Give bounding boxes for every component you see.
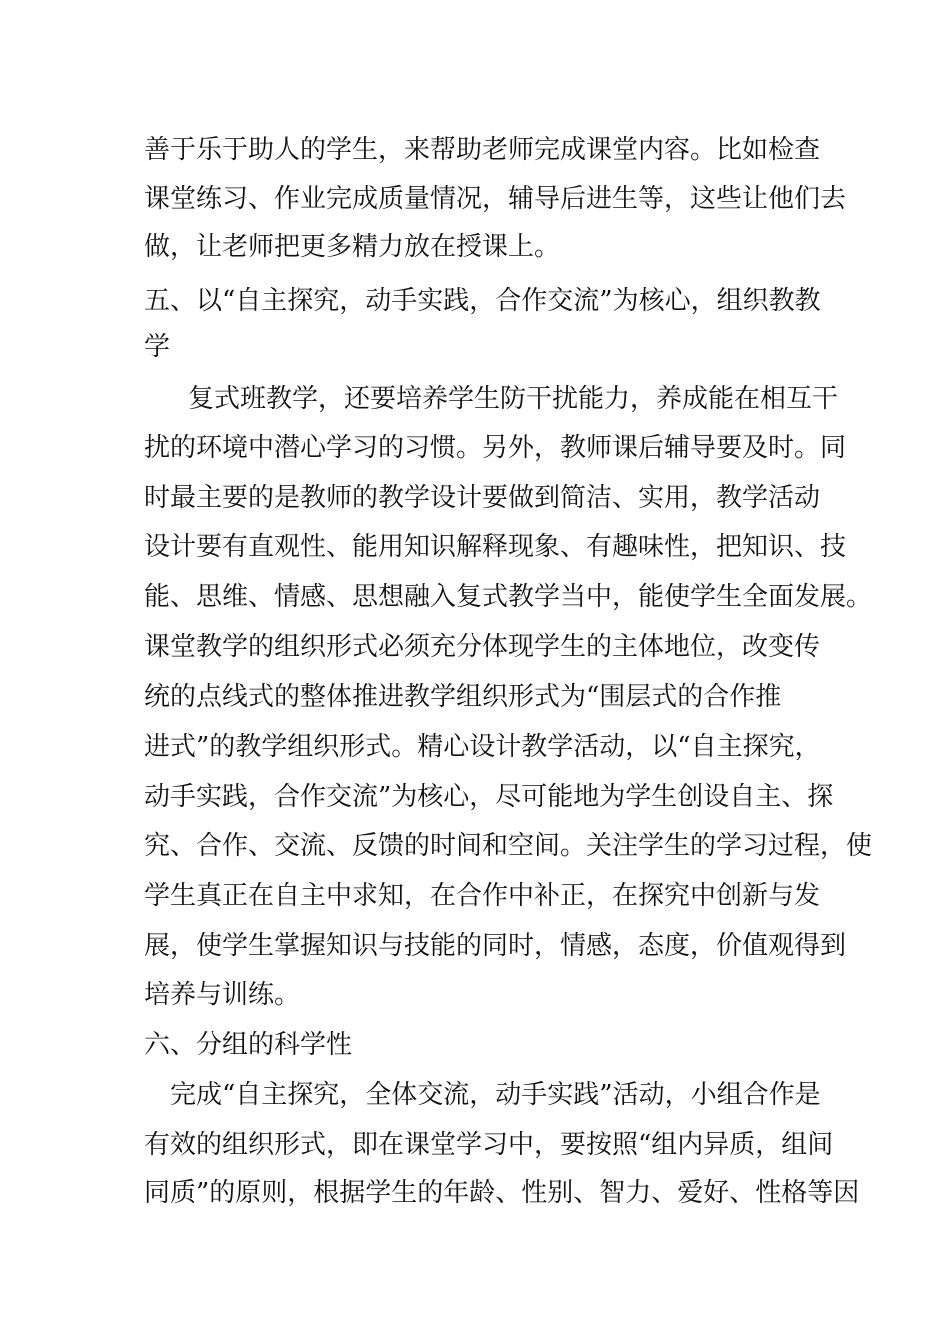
text-line: 学生真正在自主中求知，在合作中补正，在探究中创新与发 <box>144 881 821 911</box>
text-line: 做，让老师把更多精力放在授课上。 <box>144 232 561 262</box>
text-line: 设计要有直观性、能用知识解释现象、有趣味性，把知识、技 <box>144 532 847 562</box>
text-line: 能、思维、情感、思想融入复式教学当中，能使学生全面发展。 <box>144 582 873 612</box>
text-line: 有效的组织形式，即在课堂学习中，要按照“组内异质，组间 <box>144 1130 834 1160</box>
section-heading: 六、分组的科学性 <box>144 1030 353 1060</box>
text-line: 培养与训练。 <box>144 980 301 1010</box>
text-line: 同质”的原则，根据学生的年龄、性别、智力、爱好、性格等因 <box>144 1178 860 1208</box>
text-line: 统的点线式的整体推进教学组织形式为“围层式的合作推 <box>144 682 782 712</box>
text-line: 动手实践，合作交流”为核心，尽可能地为学生创设自主、探 <box>144 782 834 812</box>
text-line: 课堂练习、作业完成质量情况，辅导后进生等，这些让他们去 <box>144 184 847 214</box>
text-line: 究、合作、交流、反馈的时间和空间。关注学生的学习过程，使 <box>144 831 873 861</box>
section-heading: 五、以“自主探究，动手实践，合作交流”为核心，组织教教 <box>144 286 821 316</box>
paragraph-first-line: 完成“自主探究，全体交流，动手实践”活动，小组合作是 <box>170 1080 821 1110</box>
text-line: 时最主要的是教师的教学设计要做到简洁、实用，教学活动 <box>144 483 821 513</box>
text-line: 善于乐于助人的学生，来帮助老师完成课堂内容。比如检查 <box>144 135 821 165</box>
text-line: 展，使学生掌握知识与技能的同时，情感，态度，价值观得到 <box>144 931 847 961</box>
section-heading: 学 <box>144 332 171 362</box>
paragraph-first-line: 复式班教学，还要培养学生防干扰能力，养成能在相互干 <box>188 384 839 414</box>
text-line: 课堂教学的组织形式必须充分体现学生的主体地位，改变传 <box>144 632 821 662</box>
text-line: 扰的环境中潜心学习的习惯。另外，教师课后辅导要及时。同 <box>144 433 847 463</box>
text-line: 进式”的教学组织形式。精心设计教学活动，以“自主探究， <box>144 732 821 762</box>
